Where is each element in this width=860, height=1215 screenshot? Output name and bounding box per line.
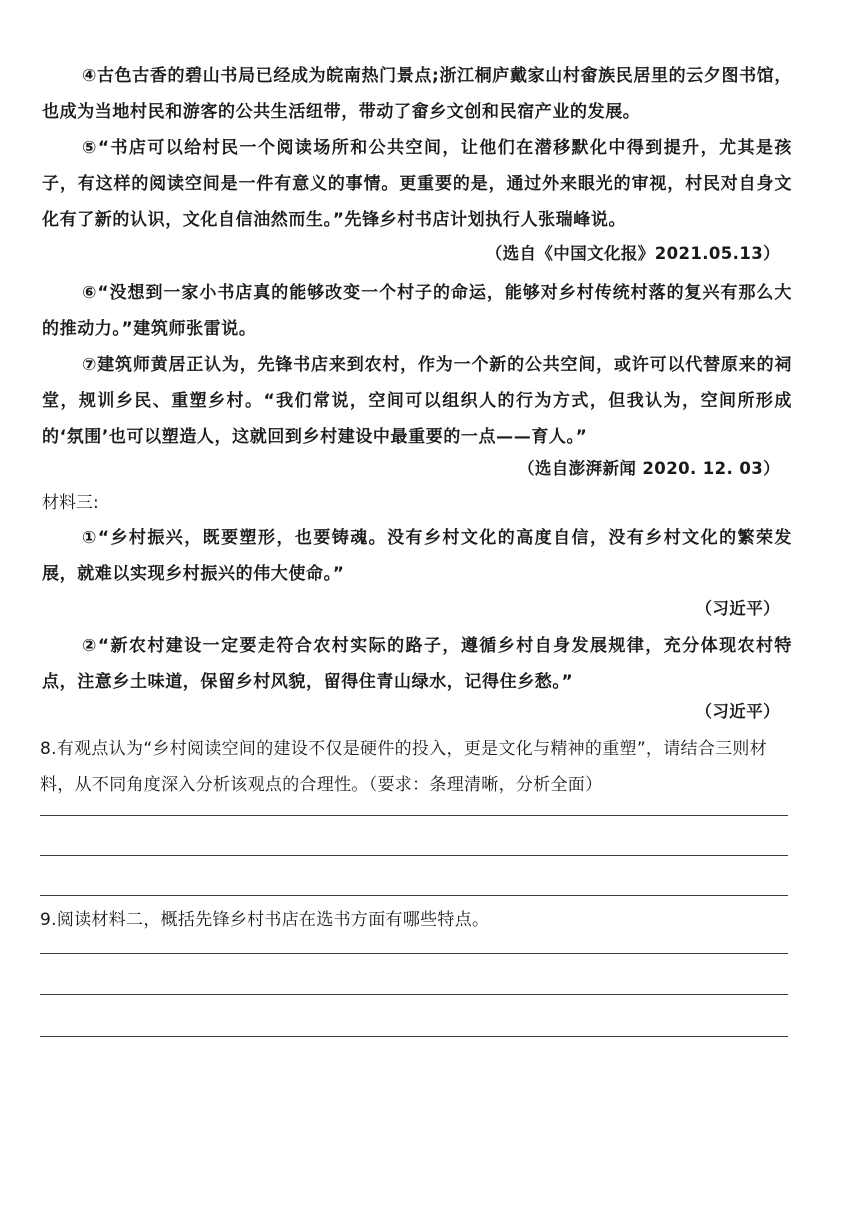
paragraph-6: ⑥“没想到一家小书店真的能够改变一个村子的命运，能够对乡村传统村落的复兴有那么大的推动力。”建筑师张雷说。 [42, 283, 792, 339]
quote-1-source: （习近平） [695, 599, 780, 618]
question-9: 9.阅读材料二，概括先锋乡村书店在选书方面有哪些特点。 [40, 910, 490, 930]
paragraph-5: ⑤“书店可以给村民一个阅读场所和公共空间，让他们在潜移默化中得到提升，尤其是孩子，有这样的阅读空间是一件有意义的事情。更重要的是，通过外来眼光的审视，村民对自身文化有了新的认识，文化自信油然而生。”先锋乡村书店计划执行人张瑞峰说。 [42, 138, 792, 230]
quote-2-source: （习近平） [695, 702, 780, 721]
paragraph-7: ⑦建筑师黄居正认为，先锋书店来到农村，作为一个新的公共空间，或许可以代替原来的祠堂，规训乡民、重塑乡村。“我们常说，空间可以组织人的行为方式，但我认为，空间所形成的‘氛围’也可以塑造人，这就回到乡村建设中最重要的一点——育人。” [42, 355, 792, 447]
answer-line-q8-1[interactable] [40, 815, 788, 816]
quote-2: ②“新农村建设一定要走符合农村实际的路子，遵循乡村自身发展规律，充分体现农村特点，注意乡土味道，保留乡村风貌，留得住青山绿水，记得住乡愁。” [42, 636, 792, 692]
source-citation-2: （选自澎湃新闻 2020. 12. 03） [517, 459, 780, 478]
source-citation-1: （选自《中国文化报》2021.05.13） [485, 244, 780, 263]
answer-line-q8-3[interactable] [40, 895, 788, 896]
answer-line-q9-1[interactable] [40, 953, 788, 954]
material-three-label: 材料三: [42, 493, 99, 513]
answer-line-q9-2[interactable] [40, 994, 788, 995]
paragraph-4: ④古色古香的碧山书局已经成为皖南热门景点;浙江桐庐戴家山村畲族民居里的云夕图书馆，也成为当地村民和游客的公共生活纽带，带动了畲乡文创和民宿产业的发展。 [42, 66, 792, 122]
quote-1: ①“乡村振兴，既要塑形，也要铸魂。没有乡村文化的高度自信，没有乡村文化的繁荣发展，就难以实现乡村振兴的伟大使命。” [42, 528, 792, 584]
answer-line-q9-3[interactable] [40, 1036, 788, 1037]
question-8: 8.有观点认为“乡村阅读空间的建设不仅是硬件的投入，更是文化与精神的重塑”，请结合三则材料，从不同角度深入分析该观点的合理性。（要求：条理清晰，分析全面） [40, 739, 768, 795]
answer-line-q8-2[interactable] [40, 855, 788, 856]
